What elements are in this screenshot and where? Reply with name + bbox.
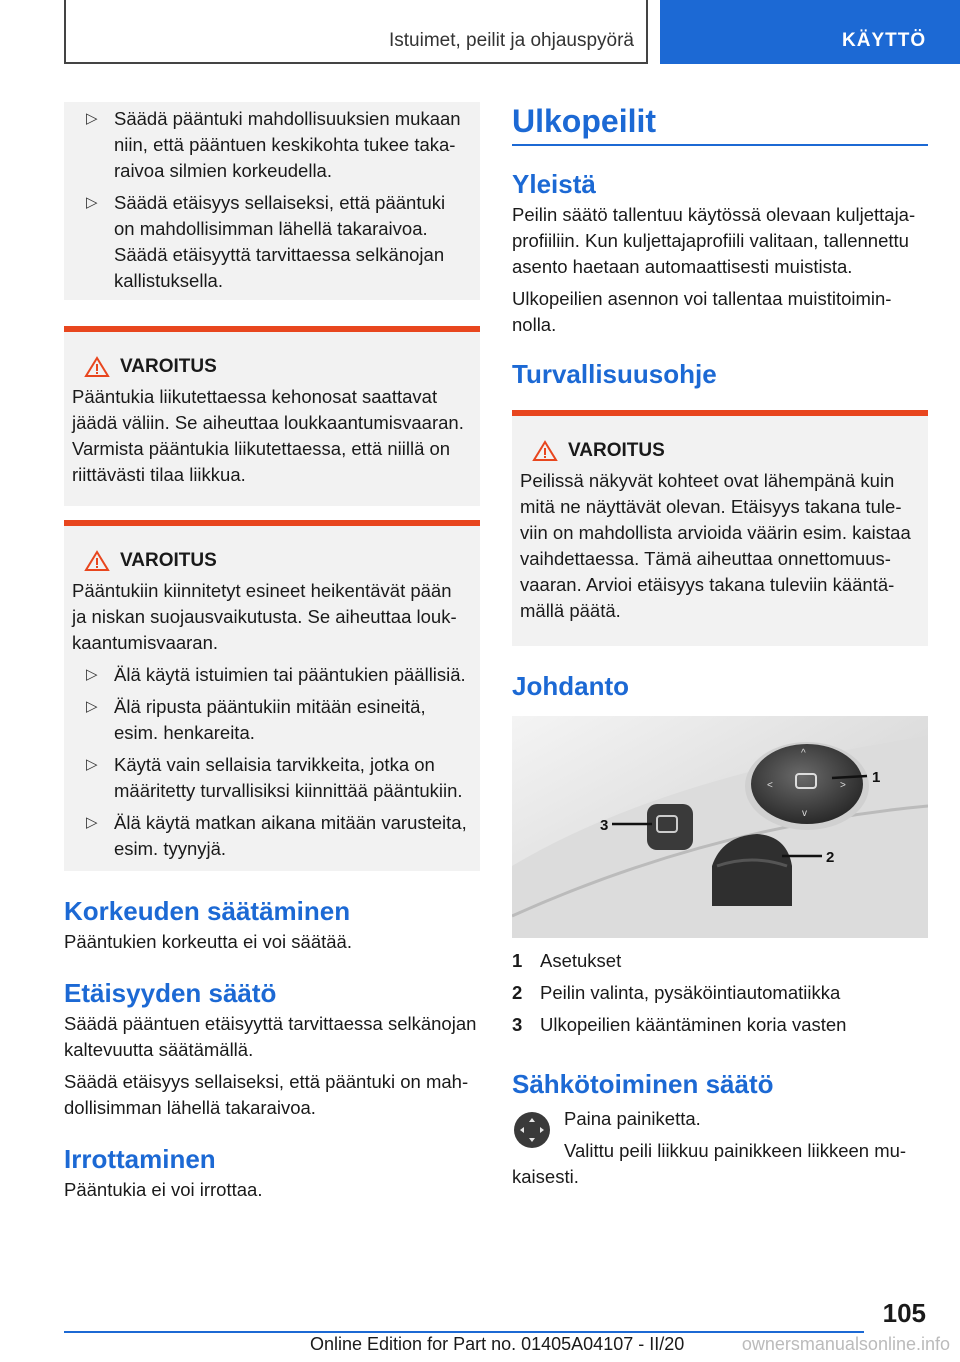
warning-triangle-icon bbox=[84, 550, 110, 572]
warning-text: Peilissä näkyvät kohteet ovat lähempänä kuin mitä ne näyttävät olevan. Etäisyys takana tuleviin on mahdollista arvioida väärin esim. kaistaa vaihdettaessa. Tämä aiheuttaa onnettomuusvaaran. Arvioi etäisyys takana tuleviin kääntämällä päätä. bbox=[520, 470, 911, 621]
electric-text-1: Paina painiketta. bbox=[564, 1108, 701, 1129]
electric-heading: Sähkötoiminen säätö bbox=[512, 1069, 774, 1099]
header-chapter-tab[interactable] bbox=[660, 0, 960, 64]
warning-text: Pääntukia liikutettaessa kehonosat saattavat jäädä väliin. Se aiheuttaa loukkaantumisvaaran. Varmista pääntukia liikutettaessa, että niillä on riittävästi tilaa liikkua. bbox=[72, 386, 464, 485]
legend-item: 2 Peilin valinta, pysäköintiautomatiikka bbox=[512, 982, 841, 1003]
distance-text-1: Säädä pääntuen etäisyyttä tarvittaessa selkänojan kaltevuutta säätämällä. bbox=[64, 1013, 477, 1060]
warning-triangle-icon bbox=[532, 440, 558, 462]
svg-text:^: ^ bbox=[801, 748, 806, 759]
list-item: ▷ Säädä pääntuki mahdollisuuksien mukaan niin, että pääntuen keskikohta tukee takaraivoa silmien korkeudella. bbox=[86, 108, 461, 181]
triangle-bullet-icon: ▷ bbox=[86, 814, 98, 831]
list-item: ▷ Älä ripusta pääntukiin mitään esineitä, esim. henkareita. bbox=[86, 696, 426, 743]
legend-item: 3 Ulkopeilien kääntäminen koria vasten bbox=[512, 1014, 847, 1035]
list-item: ▷ Käytä vain sellaisia tarvikkeita, jotka on määritetty turvallisiksi kiinnittää pääntukiin. bbox=[86, 754, 463, 801]
warning-box-2 bbox=[64, 526, 480, 871]
svg-text:<: < bbox=[767, 780, 773, 791]
remove-heading: Irrottaminen bbox=[64, 1144, 216, 1174]
triangle-bullet-icon: ▷ bbox=[86, 110, 98, 127]
triangle-bullet-icon: ▷ bbox=[86, 666, 98, 683]
page-title: Ulkopeilit bbox=[512, 103, 657, 139]
svg-text:v: v bbox=[802, 808, 807, 819]
header-section-title: Istuimet, peilit ja ohjauspyörä bbox=[388, 30, 634, 51]
left-column bbox=[64, 102, 480, 1203]
mirror-adjust-button-icon bbox=[512, 1110, 552, 1150]
right-column bbox=[512, 102, 928, 1190]
warning-heading: VAROITUS bbox=[520, 438, 916, 464]
distance-text-2: Säädä etäisyys sellaiseksi, että pääntuki on mahdollisimman lähellä takaraivoa. bbox=[64, 1071, 469, 1118]
footer-rule bbox=[64, 1331, 864, 1333]
general-heading: Yleistä bbox=[512, 169, 596, 199]
list-item: ▷ Säädä etäisyys sellaiseksi, että pääntuki on mahdollisimman lähellä takaraivoa. Säädä etäisyyttä tarvittaessa selkänojan kallistuksella. bbox=[86, 192, 446, 291]
page-number: 105 bbox=[882, 1298, 926, 1328]
header-chapter-label: KÄYTTÖ bbox=[842, 30, 927, 51]
watermark: ownersmanualsonline.info bbox=[741, 1334, 950, 1354]
warning-heading: VAROITUS bbox=[72, 354, 468, 380]
header-section-box bbox=[64, 0, 648, 64]
electric-text-2: Valittu peili liikkuu painikkeen liikkeen mukaisesti. bbox=[512, 1140, 907, 1187]
triangle-bullet-icon: ▷ bbox=[86, 698, 98, 715]
svg-text:>: > bbox=[840, 780, 846, 791]
triangle-bullet-icon: ▷ bbox=[86, 756, 98, 773]
height-heading: Korkeuden säätäminen bbox=[64, 896, 351, 926]
list-item: ▷ Älä käytä istuimien tai pääntukien päällisiä. bbox=[72, 662, 468, 688]
warning-text: Pääntukiin kiinnitetyt esineet heikentävät pään ja niskan suojausvaikutusta. Se aiheuttaa loukkaantumisvaaran. bbox=[72, 580, 457, 653]
adjust-box bbox=[64, 102, 480, 300]
list-item: ▷ Älä käytä matkan aikana mitään varusteita, esim. tyynyjä. bbox=[86, 812, 467, 859]
callout-1: 1 bbox=[872, 769, 881, 786]
callout-2: 2 bbox=[826, 849, 835, 866]
legend-item: 1 Asetukset bbox=[512, 950, 622, 971]
remove-text: Pääntukia ei voi irrottaa. bbox=[64, 1179, 263, 1200]
general-text-1: Peilin säätö tallentuu käytössä olevaan kuljettajaprofiiliin. Kun kuljettajaprofiili valitaan, tallennettu asento haetaan automaattisesti muistista. bbox=[512, 204, 916, 277]
warning-box-3 bbox=[512, 416, 928, 646]
footer-edition: Online Edition for Part no. 01405A04107 - II/20 bbox=[310, 1334, 685, 1354]
electric-section bbox=[512, 1106, 928, 1190]
warning-triangle-icon bbox=[84, 356, 110, 378]
safety-heading: Turvallisuusohje bbox=[512, 359, 717, 389]
callout-3: 3 bbox=[600, 817, 609, 834]
distance-heading: Etäisyyden säätö bbox=[64, 978, 277, 1008]
height-text: Pääntukien korkeutta ei voi säätää. bbox=[64, 931, 352, 952]
triangle-bullet-icon: ▷ bbox=[86, 194, 98, 211]
warning-heading: VAROITUS bbox=[72, 548, 468, 574]
mirror-controls-image bbox=[512, 716, 928, 938]
warning-box-1 bbox=[64, 332, 480, 506]
general-text-2: Ulkopeilien asennon voi tallentaa muistitoiminnolla. bbox=[512, 288, 892, 335]
intro-heading: Johdanto bbox=[512, 671, 629, 701]
